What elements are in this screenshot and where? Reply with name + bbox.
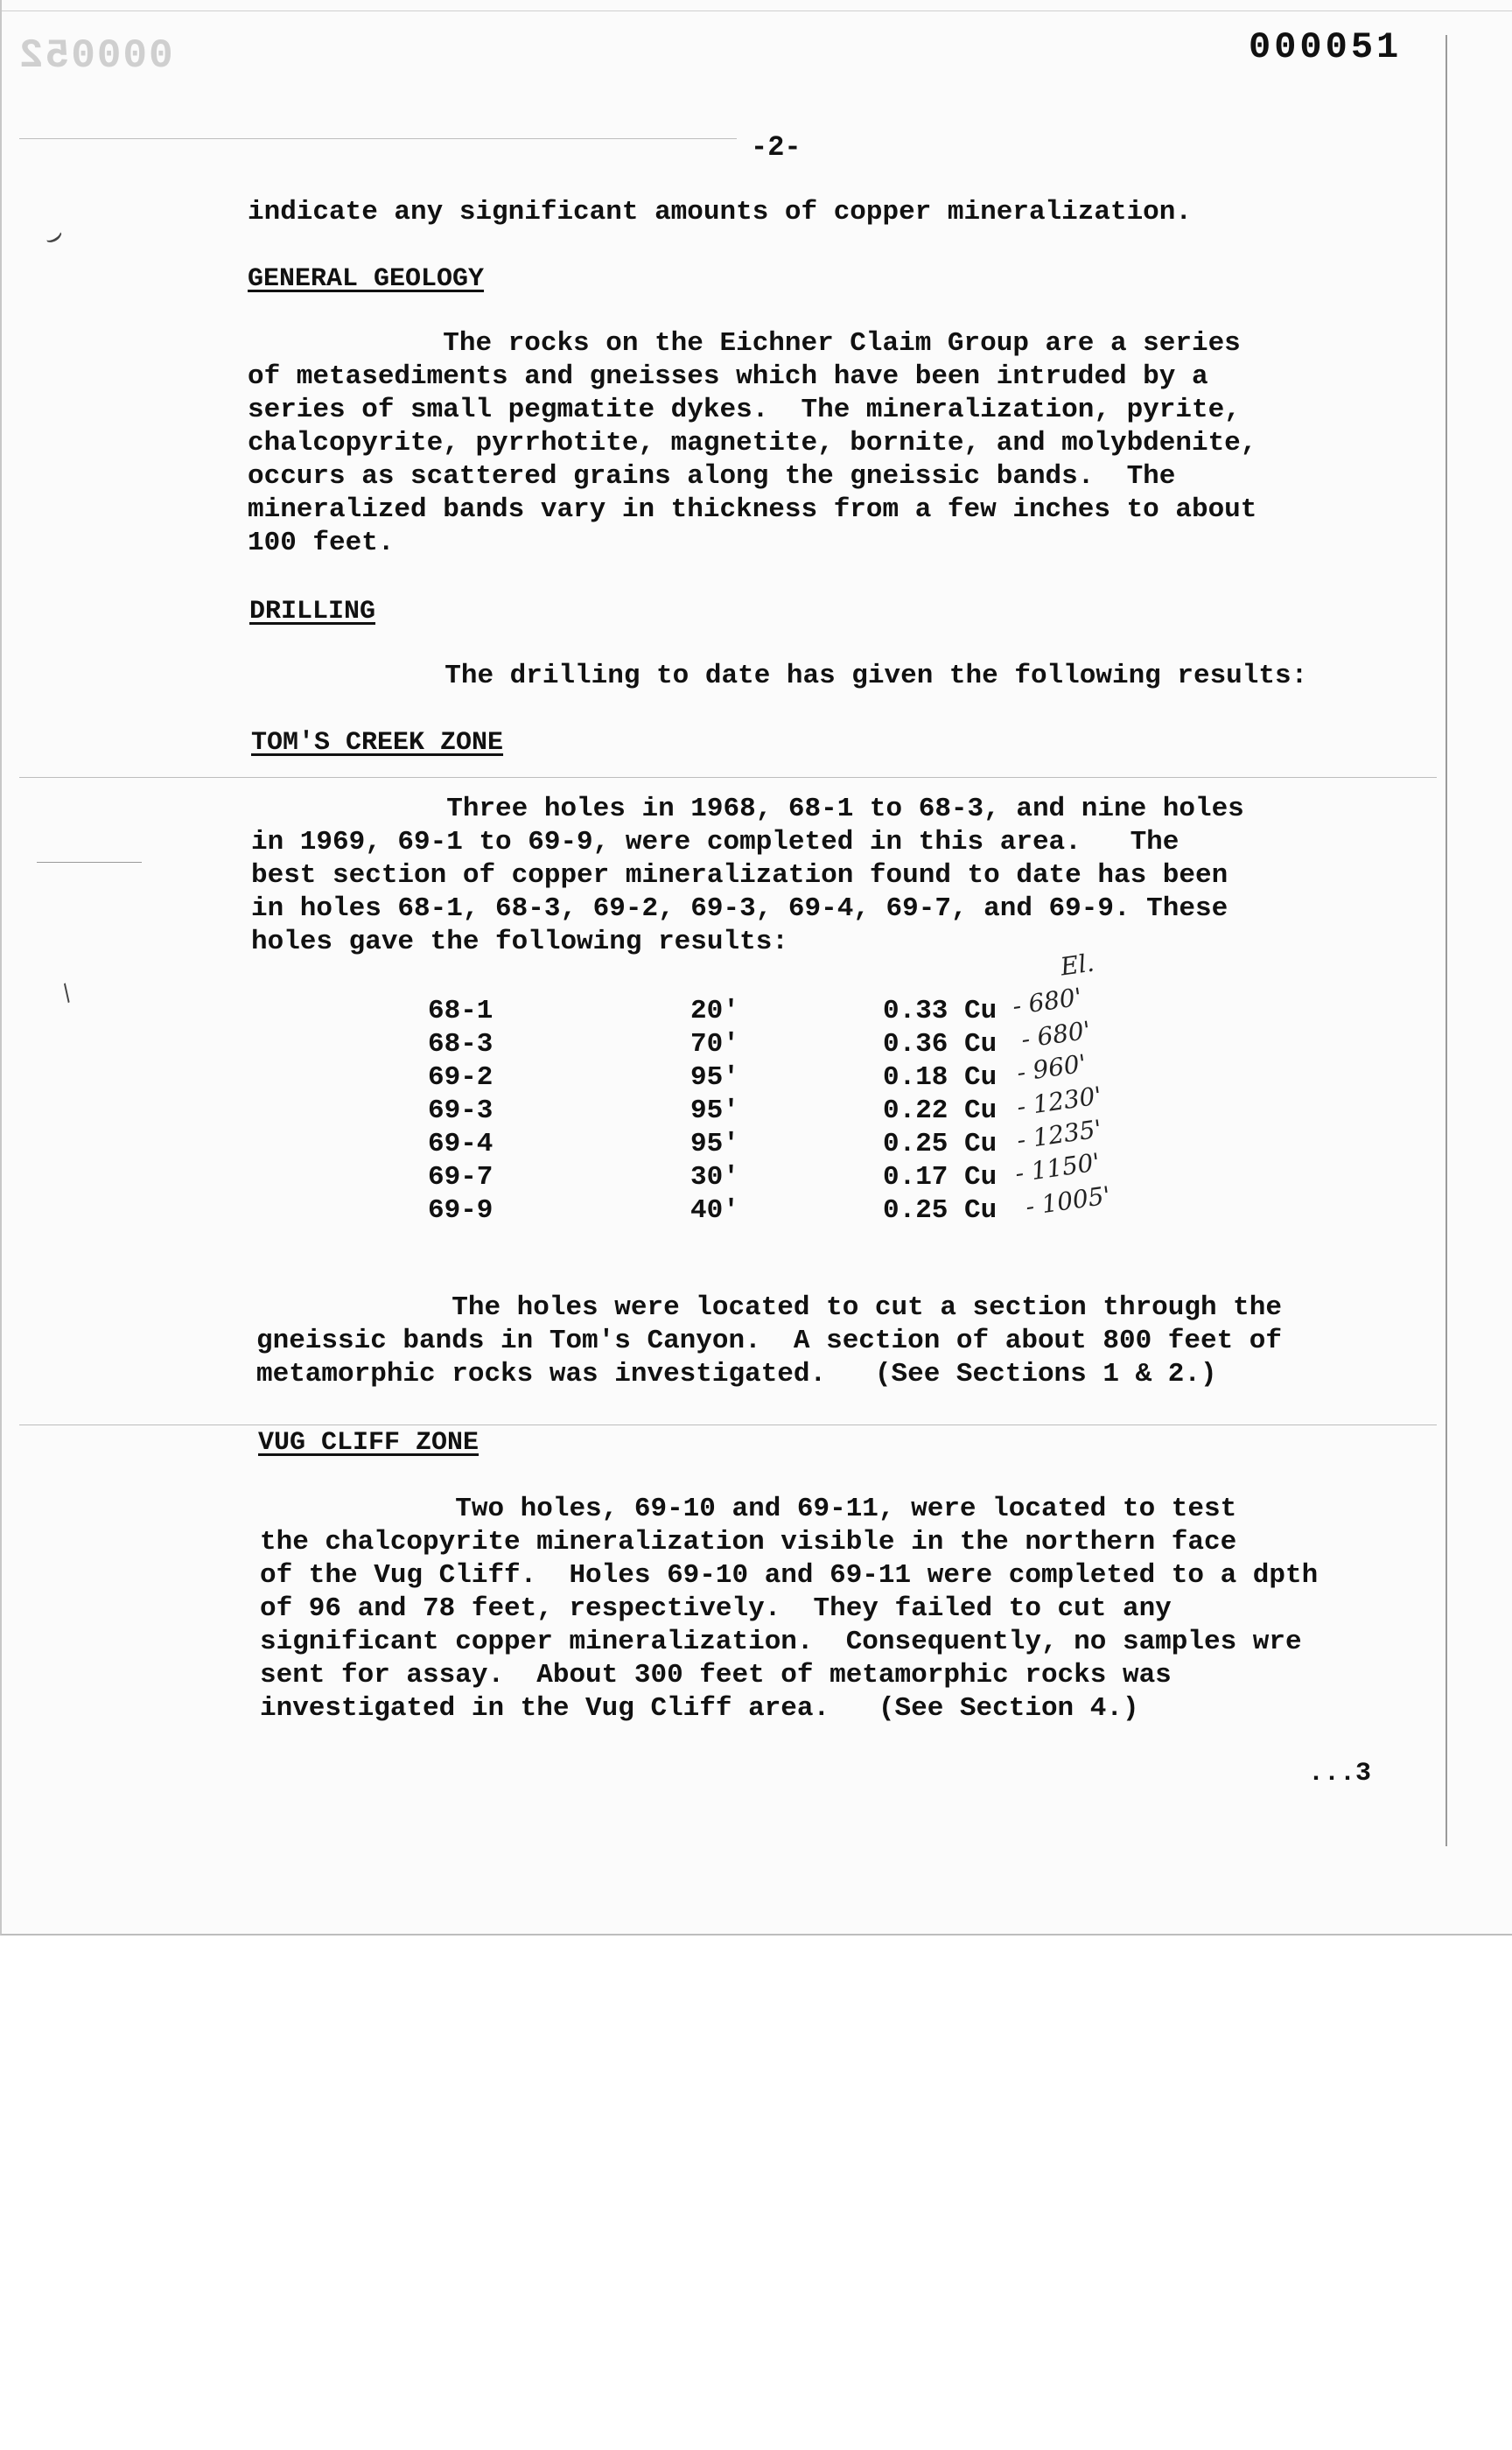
handwritten-elevation: - 680' (1019, 1015, 1093, 1054)
general-geology-heading: GENERAL GEOLOGY (248, 264, 485, 294)
table-cell-hole: 68-1 (428, 996, 494, 1026)
general-geology-line: The rocks on the Eichner Claim Group are a series (248, 328, 1241, 359)
margin-tick (37, 862, 142, 863)
margin-pen-mark: / (57, 979, 77, 1007)
handwritten-elevation: - 1150' (1013, 1147, 1102, 1188)
toms-creek-heading: TOM'S CREEK ZONE (251, 728, 504, 758)
page-marker: -2- (751, 131, 802, 164)
drilling-line: The drilling to date has given the following results: (249, 661, 1308, 691)
handwritten-elevation: - 960' (1015, 1048, 1088, 1088)
table-cell-grade: 0.18 Cu (883, 1062, 998, 1093)
vug-cliff-heading: VUG CLIFF ZONE (258, 1428, 480, 1458)
general-geology-line: mineralized bands vary in thickness from a few inches to about (248, 494, 1257, 525)
table-cell-grade: 0.33 Cu (883, 996, 998, 1026)
vug-cliff-line: of 96 and 78 feet, respectively. They failed to cut any (260, 1593, 1172, 1624)
table-cell-length: 95' (690, 1096, 739, 1126)
table-cell-hole: 69-9 (428, 1195, 494, 1226)
page-stamp-number: 000051 (1249, 26, 1403, 68)
toms-creek-line: best section of copper mineralization found to date has been (251, 860, 1228, 891)
table-cell-hole: 69-3 (428, 1096, 494, 1126)
table-cell-hole: 69-2 (428, 1062, 494, 1093)
scan-artifact-line (19, 1424, 1437, 1425)
handwritten-elevation: - 1230' (1015, 1081, 1104, 1122)
scan-artifact-line (19, 777, 1437, 778)
drilling-heading: DRILLING (249, 597, 376, 626)
toms-creek-line: Three holes in 1968, 68-1 to 68-3, and nine holes (251, 794, 1244, 824)
table-cell-length: 95' (690, 1129, 739, 1159)
table-cell-length: 95' (690, 1062, 739, 1093)
handwritten-elevation-header: El. (1058, 948, 1096, 982)
vug-cliff-line: Two holes, 69-10 and 69-11, were located to test (260, 1494, 1237, 1524)
table-cell-hole: 69-4 (428, 1129, 494, 1159)
handwritten-elevation: - 1005' (1024, 1180, 1113, 1222)
page-top-edge (2, 10, 1512, 11)
table-cell-grade: 0.25 Cu (883, 1129, 998, 1159)
toms-creek-closing-line: metamorphic rocks was investigated. (See Sections 1 & 2.) (256, 1359, 1217, 1390)
general-geology-line: occurs as scattered grains along the gneissic bands. The (248, 461, 1176, 492)
table-cell-grade: 0.36 Cu (883, 1029, 998, 1060)
general-geology-line: 100 feet. (248, 528, 395, 558)
toms-creek-line: in holes 68-1, 68-3, 69-2, 69-3, 69-4, 69-7, and 69-9. These (251, 893, 1228, 924)
table-cell-hole: 68-3 (428, 1029, 494, 1060)
scan-artifact-line (19, 138, 737, 139)
toms-creek-line: holes gave the following results: (251, 927, 788, 957)
toms-creek-closing-line: The holes were located to cut a section through the (256, 1292, 1282, 1323)
continued-marker: ...3 (1308, 1759, 1372, 1788)
vug-cliff-line: of the Vug Cliff. Holes 69-10 and 69-11 were completed to a dpth (260, 1560, 1319, 1591)
handwritten-elevation: - 1235' (1015, 1114, 1104, 1155)
general-geology-line: of metasediments and gneisses which have been intruded by a (248, 361, 1208, 392)
table-cell-grade: 0.17 Cu (883, 1162, 998, 1193)
table-cell-length: 20' (690, 996, 739, 1026)
general-geology-line: series of small pegmatite dykes. The mineralization, pyrite, (248, 395, 1241, 425)
table-cell-grade: 0.22 Cu (883, 1096, 998, 1126)
margin-pen-mark: ⌣ (36, 216, 71, 256)
table-cell-grade: 0.25 Cu (883, 1195, 998, 1226)
table-cell-hole: 69-7 (428, 1162, 494, 1193)
intro-line: indicate any significant amounts of copper mineralization. (248, 197, 1192, 228)
handwritten-elevation: - 680' (1011, 982, 1084, 1021)
vug-cliff-line: investigated in the Vug Cliff area. (See Section 4.) (260, 1693, 1139, 1724)
general-geology-line: chalcopyrite, pyrrhotite, magnetite, bornite, and molybdenite, (248, 428, 1257, 458)
table-cell-length: 70' (690, 1029, 739, 1060)
vug-cliff-line: sent for assay. About 300 feet of metamorphic rocks was (260, 1660, 1172, 1690)
table-cell-length: 40' (690, 1195, 739, 1226)
vug-cliff-line: significant copper mineralization. Consequently, no samples wre (260, 1627, 1302, 1657)
bleed-through-page-number: 000052 (18, 33, 173, 79)
table-cell-length: 30' (690, 1162, 739, 1193)
toms-creek-closing-line: gneissic bands in Tom's Canyon. A section of about 800 feet of (256, 1326, 1282, 1356)
page-right-edge (1446, 35, 1447, 1846)
vug-cliff-line: the chalcopyrite mineralization visible in the northern face (260, 1527, 1237, 1558)
toms-creek-line: in 1969, 69-1 to 69-9, were completed in this area. The (251, 827, 1180, 858)
